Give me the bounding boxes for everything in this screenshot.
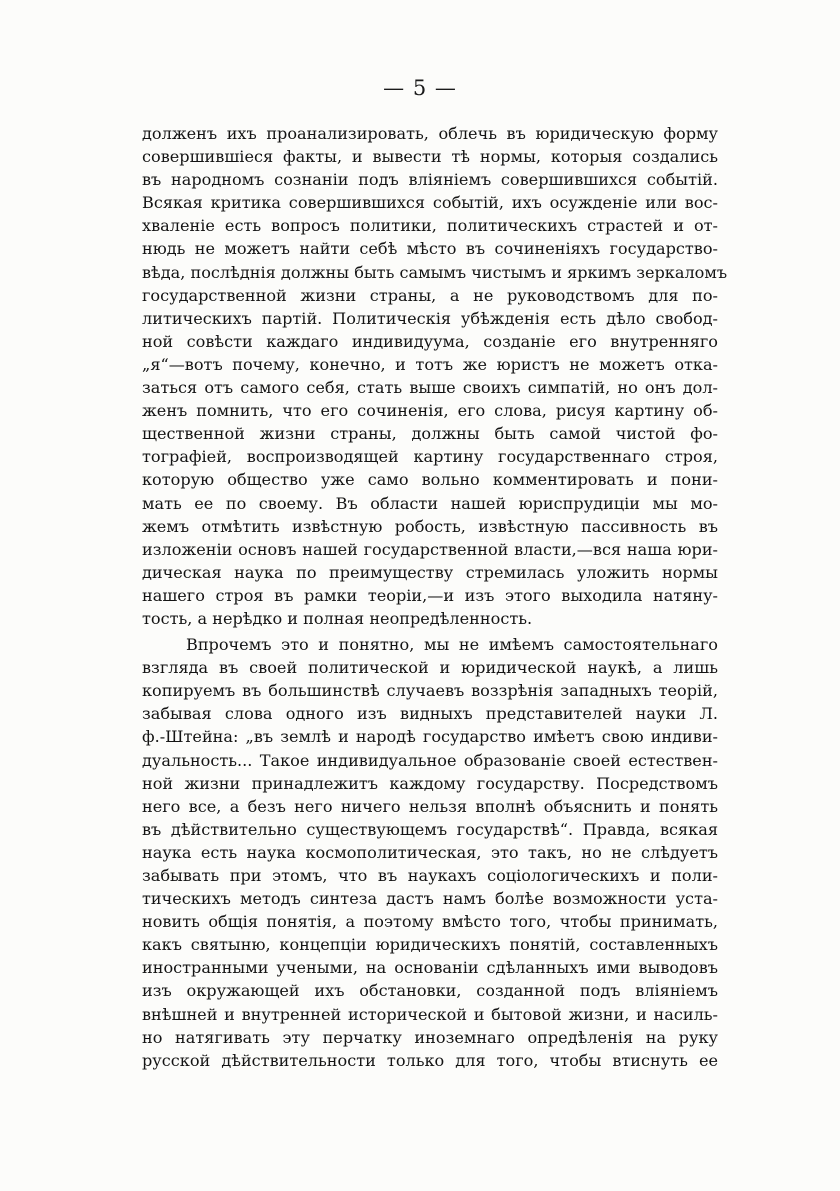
text-line: женъ помнить, что его сочиненiя, его слова, рисуя картину об- [142,401,718,421]
text-line: него все, а безъ него ничего нельзя вполнѣ объяснить и понять [142,796,718,816]
text-line: какъ святыню, концепцiи юридическихъ понятiй, составленныхъ [142,935,718,955]
text-line: въ народномъ сознанiи подъ влiянiемъ совершившихся событiй. [142,170,718,190]
text-line: Всякая критика совершившихся событiй, ихъ осужденiе или вос- [142,193,718,213]
text-line: совершившiеся факты, и вывести тѣ нормы, которыя создались [142,147,718,167]
text-line: внѣшней и внутренней исторической и бытовой жизни, и насиль- [142,1004,718,1024]
text-line: долженъ ихъ проанализировать, облечь въ юридическую форму [142,124,718,143]
text-line: щественной жизни страны, должны быть самой чистой фо- [142,424,718,444]
text-line: изъ окружающей ихъ обстановки, созданной подъ влiянiемъ [142,981,718,1001]
text-line: нашего строя въ рамки теорiи,—и изъ этого выходила натяну- [142,585,718,605]
text-line: хваленiе есть вопросъ политики, политическихъ страстей и от- [142,216,718,236]
text-line: иностранными учеными, на основанiи сдѣланныхъ ими выводовъ [142,958,718,978]
text-line: новить общiя понятiя, а поэтому вмѣсто того, чтобы принимать, [142,912,718,932]
text-line: тость, а нерѣдко и полная неопредѣленность. [142,608,533,628]
text-line: наука есть наука космополитическая, это такъ, но не слѣдуетъ [142,842,718,862]
text-line: литическихъ партiй. Политическiя убѣжденiя есть дѣло свобод- [142,308,718,328]
text-line: но натягивать эту перчатку иноземнаго опредѣленiя на руку [142,1027,718,1047]
text-line: русской дѣйствительности только для того, чтобы втиснуть ее [142,1050,718,1070]
text-line: ной совѣсти каждаго индивидуума, созданiе его внутренняго [142,331,718,351]
text-line: Впрочемъ это и понятно, мы не имѣемъ самостоятельнаго [186,635,718,655]
text-line: мать ее по своему. Въ области нашей юриспрудицiи мы мо- [142,493,718,513]
text-line: забывать при этомъ, что въ наукахъ соцiологическихъ и поли- [142,866,718,885]
text-line: дуальность... Такое индивидуальное образованiе своей естествен- [142,750,718,770]
text-line: заться отъ самого себя, стать выше своихъ симпатiй, но онъ дол- [142,378,718,398]
paragraph-1 [142,122,728,630]
text-line: тографiей, воспроизводящей картину государственнаго строя, [142,447,718,467]
body-text [142,122,728,1072]
text-line: жемъ отмѣтить извѣстную робость, извѣстную пассивность въ [142,516,718,536]
page-number: — 5 — [383,76,457,100]
text-line: которую общество уже само вольно комментировать и пони- [142,470,718,490]
text-line: ной жизни принадлежитъ каждому государству. Посредствомъ [142,773,718,793]
paragraph-2 [142,633,718,1072]
text-line: „я“—вотъ почему, конечно, и тотъ же юристъ не можетъ отка- [142,354,718,374]
text-line: изложенiи основъ нашей государственной власти,—вся наша юри- [142,539,718,559]
text-line: государственной жизни страны, а не руководствомъ для по- [142,285,718,305]
text-line: забывая слова одного изъ видныхъ представителей науки Л. [142,704,718,724]
text-line: взгляда въ своей политической и юридической наукѣ, а лишь [142,658,718,678]
text-line: ф.-Штейна: „въ землѣ и народѣ государство имѣетъ свою индиви- [142,727,718,747]
text-line: тическихъ методъ синтеза дастъ намъ болѣе возможности уста- [142,889,718,909]
text-line: нюдь не можетъ найти себѣ мѣсто въ сочиненiяхъ государство- [142,239,718,259]
text-line: дическая наука по преимуществу стремилась уложить нормы [142,562,718,582]
text-line: копируемъ въ большинствѣ случаевъ воззрѣнiя западныхъ теорiй, [142,681,718,701]
text-line: вѣда, послѣднiя должны быть самымъ чистымъ и яркимъ зеркаломъ [142,262,728,282]
text-line: въ дѣйствительно существующемъ государствѣ“. Правда, всякая [142,819,718,839]
